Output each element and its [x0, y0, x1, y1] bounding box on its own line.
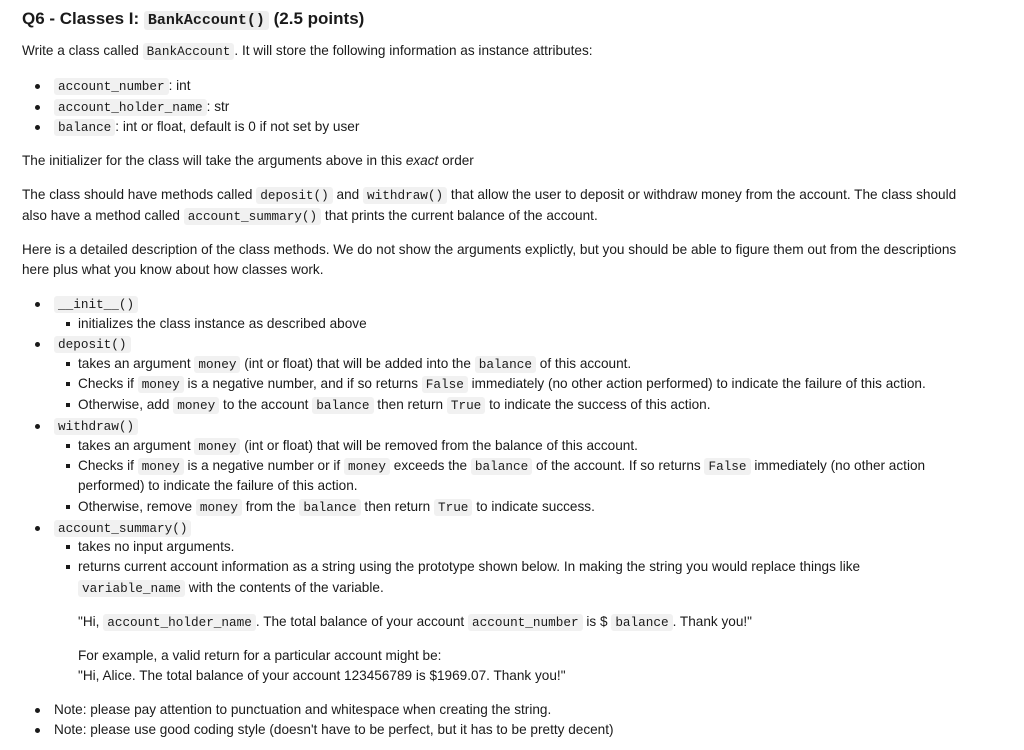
attribute-item: balance : int or float, default is 0 if not set by user — [54, 117, 359, 138]
summary-example-value: "Hi, Alice. The total balance of your account 123456789 is $1969.07. Thank you!" — [78, 668, 566, 683]
summary-example-label: For example, a valid return for a particular account might be: — [78, 648, 442, 663]
summary-prototype: "Hi, account_holder_name . The total balance of your account account_number is $ balance . Thank you!" — [78, 614, 752, 630]
note-item: Note: please use good coding style (doesn't have to be perfect, but it has to be pretty decent) — [54, 720, 614, 740]
initializer-note: The initializer for the class will take the arguments above in this exact order — [22, 153, 474, 168]
method-account-summary: account_summary() — [54, 518, 191, 539]
summary-detail-2: returns current account information as a string using the prototype shown below. In making the string you would replace things like — [78, 557, 860, 577]
withdraw-detail-2: Checks if money is a negative number or if money exceeds the balance of the account. If so returns False immediately (no other action — [78, 456, 925, 477]
deposit-detail-2: Checks if money is a negative number, and if so returns False immediately (no other action performed) to indicate the failure of this action. — [78, 374, 926, 395]
deposit-detail-3: Otherwise, add money to the account balance then return True to indicate the success of this action. — [78, 395, 711, 416]
detail-intro-line1: Here is a detailed description of the class methods. We do not show the arguments explictly, but you should be able to figure them out from the descriptions — [22, 242, 957, 257]
summary-detail-2-cont: variable_name with the contents of the variable. — [78, 578, 384, 599]
method-withdraw: withdraw() — [54, 416, 138, 437]
note-item: Note: please pay attention to punctuation and whitespace when creating the string. — [54, 700, 551, 720]
withdraw-detail-1: takes an argument money (int or float) that will be removed from the balance of this account. — [78, 436, 638, 457]
withdraw-detail-2-cont: performed) to indicate the failure of this action. — [78, 478, 358, 493]
detail-intro-line2: here plus what you know about how classes work. — [22, 262, 324, 277]
summary-detail-1: takes no input arguments. — [78, 537, 234, 557]
deposit-detail-1: takes an argument money (int or float) that will be added into the balance of this account. — [78, 354, 631, 375]
methods-intro-line1: The class should have methods called deposit() and withdraw() that allow the user to deposit or withdraw money from the account. The class should — [22, 187, 957, 203]
question-heading: Q6 - Classes I: BankAccount() (2.5 points) — [22, 9, 365, 29]
intro-paragraph: Write a class called BankAccount . It will store the following information as instance attributes: — [22, 43, 593, 59]
attribute-item: account_holder_name : str — [54, 97, 229, 118]
method-deposit: deposit() — [54, 334, 131, 355]
withdraw-detail-3: Otherwise, remove money from the balance then return True to indicate success. — [78, 497, 595, 518]
methods-intro-line2: also have a method called account_summary() that prints the current balance of the account. — [22, 208, 598, 224]
method-init: __init__() — [54, 294, 138, 315]
heading-class-code: BankAccount() — [144, 11, 269, 30]
attribute-item: account_number : int — [54, 76, 191, 97]
method-init-detail: initializes the class instance as described above — [78, 314, 367, 334]
